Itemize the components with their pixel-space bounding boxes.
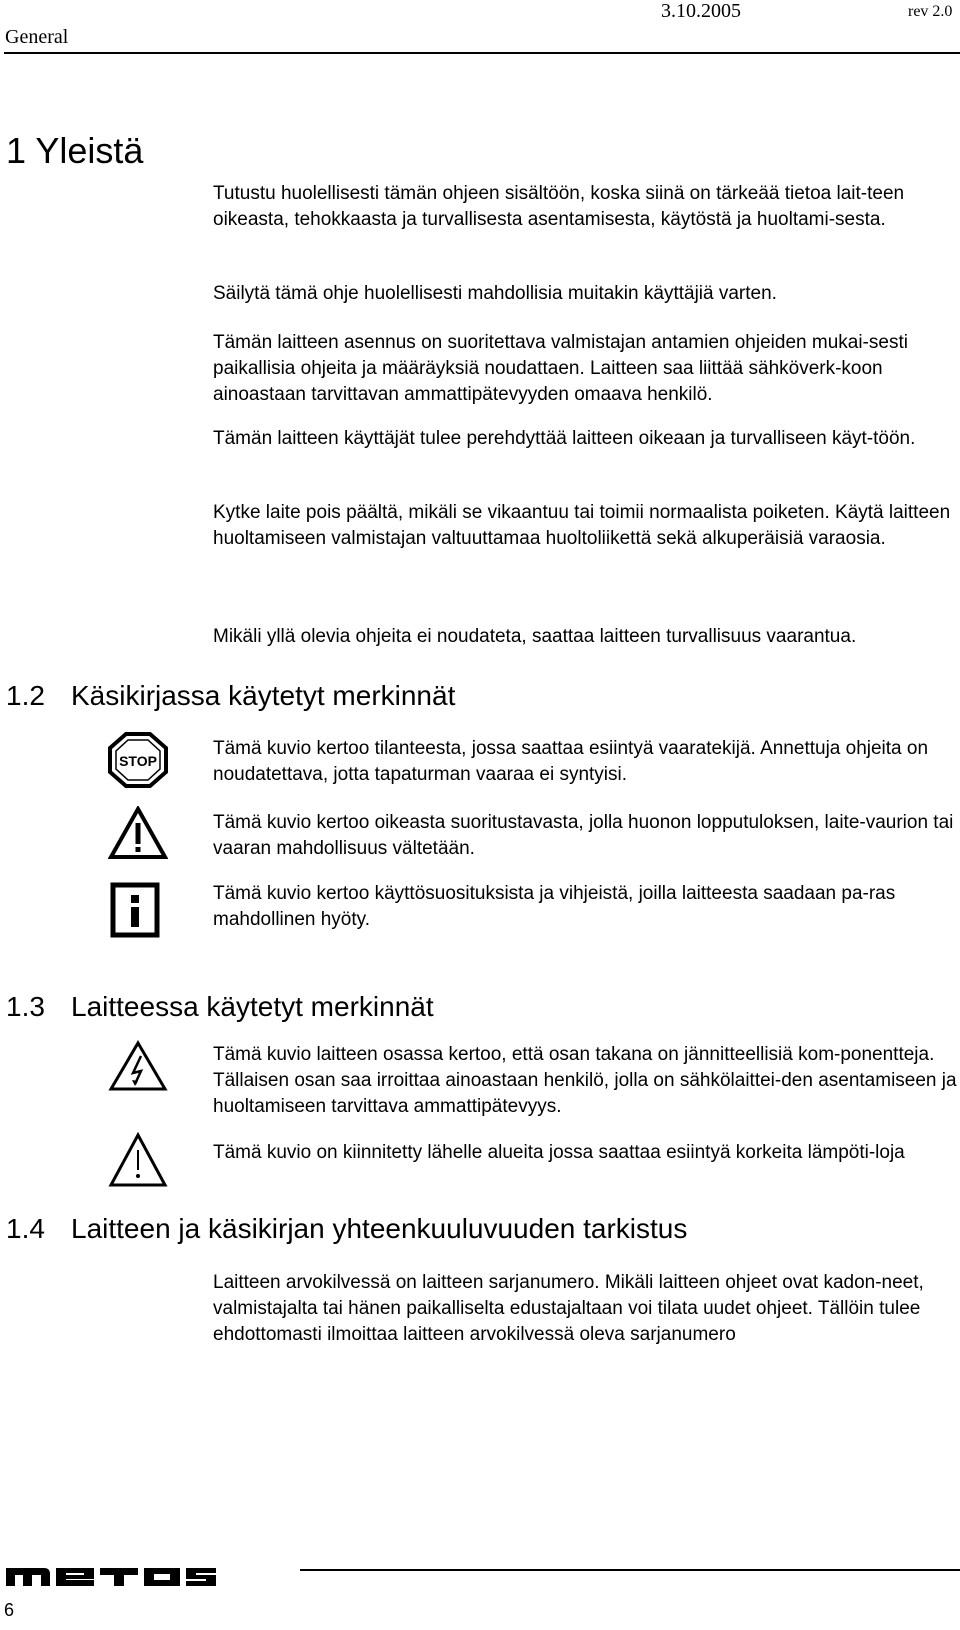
high-voltage-triangle-icon bbox=[108, 1040, 174, 1092]
legend-item-text: Tämä kuvio laitteen osassa kertoo, että osan takana on jännitteellisiä kom-ponentteja. Tällaisen osan saa irroittaa ainoastaan henkilö, jolla on sähkölaittei-den asentamiseen ja huoltamiseen tarvittava ammattipätevyys. bbox=[213, 1044, 957, 1117]
section-1-paragraph: Tutustu huolellisesti tämän ohjeen sisältöön, koska siinä on tärkeää tietoa lait-teen oikeasta, tehokkaasta ja turvallisesta asentamisesta, käytöstä ja huoltami-sesta. bbox=[213, 183, 905, 230]
footer-rule bbox=[300, 1569, 960, 1571]
page-number: 6 bbox=[4, 1600, 15, 1620]
section-number: 1.3 bbox=[6, 991, 45, 1022]
section-1-2-heading bbox=[6, 680, 455, 712]
header-date: 3.10.2005 bbox=[661, 0, 741, 22]
section-number: 1.2 bbox=[6, 680, 45, 711]
section-1-3-heading bbox=[6, 991, 434, 1023]
section-1-4-paragraph: Laitteen arvokilvessä on laitteen sarjanumero. Mikäli laitteen ohjeet ovat kadon-neet, valmistajalta tai hänen paikalliselta edustajaltaan voi tilata uudet ohjeet. Tällöin tulee ehdottomasti ilmoittaa laitteen arvokilvessä oleva sarjanumero bbox=[213, 1272, 924, 1345]
section-title: Käsikirjassa käytetyt merkinnät bbox=[71, 680, 456, 711]
section-title: Laitteessa käytetyt merkinnät bbox=[71, 991, 434, 1022]
stop-sign-icon bbox=[108, 732, 174, 788]
header-rule bbox=[4, 52, 960, 54]
header-section-label: General bbox=[5, 26, 69, 48]
legend-item-text: Tämä kuvio kertoo tilanteesta, jossa saattaa esiintyä vaaratekijä. Annettuja ohjeita on noudatettava, jotta tapaturman vaaraa ei syntyisi. bbox=[213, 738, 929, 785]
section-1-paragraph: Kytke laite pois päältä, mikäli se vikaantuu tai toimii normaalista poiketen. Käytä laitteen huoltamiseen valmistajan valtuuttamaa huoltoliikettä sekä alkuperäisiä varaosia. bbox=[213, 502, 951, 549]
section-1-4-heading bbox=[6, 1213, 687, 1245]
warning-triangle-icon bbox=[108, 806, 174, 860]
section-number: 1.4 bbox=[6, 1213, 45, 1244]
section-1-paragraph: Tämän laitteen käyttäjät tulee perehdyttää laitteen oikeaan ja turvalliseen käyt-töön. bbox=[213, 428, 916, 449]
info-icon bbox=[108, 882, 174, 938]
legend-item-text: Tämä kuvio kertoo käyttösuosituksista ja vihjeistä, joilla laitteesta saadaan pa-ras mahdollinen hyöty. bbox=[213, 883, 896, 930]
section-1-paragraph: Säilytä tämä ohje huolellisesti mahdollisia muitakin käyttäjiä varten. bbox=[213, 283, 777, 304]
section-1-paragraph: Mikäli yllä olevia ohjeita ei noudateta, saattaa laitteen turvallisuus vaarantua. bbox=[213, 626, 857, 647]
section-1-paragraph: Tämän laitteen asennus on suoritettava valmistajan antamien ohjeiden mukai-sesti paikallisia ohjeita ja määräyksiä noudattaen. Laitteen saa liittää sähköverk-koon ainoastaan tarvittavan ammattipätevyyden omaava henkilö. bbox=[213, 332, 908, 405]
legend-item-text: Tämä kuvio on kiinnitetty lähelle alueita jossa saattaa esiintyä korkeita lämpöti-loja bbox=[213, 1142, 905, 1163]
section-title: Laitteen ja käsikirjan yhteenkuuluvuuden tarkistus bbox=[71, 1213, 688, 1244]
section-1-title: 1 Yleistä bbox=[6, 130, 144, 171]
hot-surface-triangle-icon bbox=[108, 1132, 174, 1188]
header-revision: rev 2.0 bbox=[908, 3, 953, 20]
metos-logo bbox=[4, 1565, 218, 1587]
stop-sign-label: STOP bbox=[119, 753, 157, 769]
legend-item-text: Tämä kuvio kertoo oikeasta suoritustavasta, jolla huonon lopputuloksen, laite-vaurion tai vaaran mahdollisuus vältetään. bbox=[213, 812, 954, 859]
